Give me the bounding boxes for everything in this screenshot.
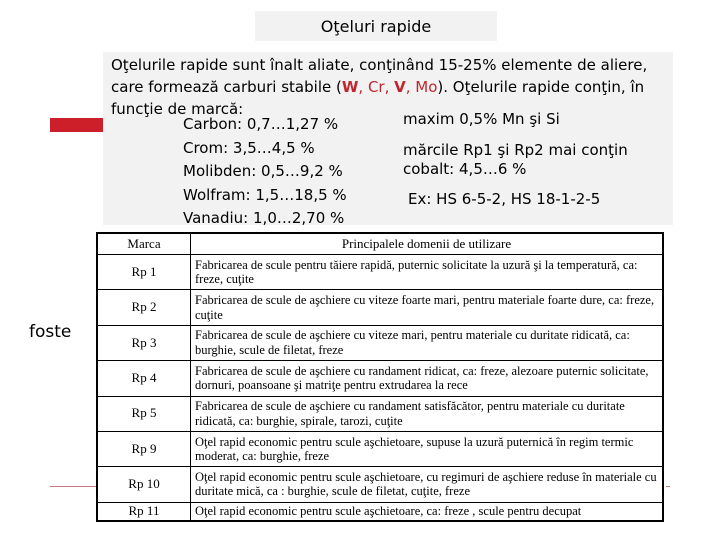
composition-item: Wolfram: 1,5…18,5 % [183,185,347,204]
grade-code: Rp 2 [97,290,191,325]
grade-usage: Fabricarea de scule pentru tăiere rapidă, puternic solicitate la uzură şi la temperatură, ca: freze, cuţite [191,255,664,290]
note-example: Ex: HS 6-5-2, HS 18-1-2-5 [408,190,601,208]
grade-usage: Oţel rapid economic pentru scule aşchietoare, cu regimuri de aşchiere reduse în materiale cu duritate mică, ca : burghie, scule de filetat, cuţite, freze [191,467,664,502]
grades-table [96,232,664,522]
grade-code: Rp 1 [97,255,191,290]
note-mn-si: maxim 0,5% Mn şi Si [403,110,560,128]
table-row [97,396,663,431]
grade-code: Rp 9 [97,431,191,466]
header-domenii: Principalele domenii de utilizare [191,233,664,255]
grade-usage: Fabricarea de scule de aşchiere cu randament ridicat, ca: freze, alezoare puternic solicitate, dornuri, poansoane şi matriţe pentru extrudarea la rece [191,361,664,396]
grade-code: Rp 4 [97,361,191,396]
composition-list [183,113,347,231]
element-mo: Mo [415,78,438,96]
side-label-foste: foste [29,322,72,342]
header-marca: Marca [97,233,191,255]
grade-code: Rp 3 [97,325,191,360]
table-row [97,325,663,360]
grade-usage: Oţel rapid economic pentru scule aşchietoare, ca: freze , scule pentru decupat [191,502,664,521]
note-rp-marks: mărcile Rp1 şi Rp2 mai conţin [403,141,628,159]
grade-usage: Oţel rapid economic pentru scule aşchietoare, supuse la uzură puternică în regim termic moderat, ca: burghie, freze [191,431,664,466]
grade-code: Rp 10 [97,467,191,502]
intro-text-part1: Oţelurile rapide sunt înalt aliate, conţinând 15-25% elemente de aliere, care formează carburi stabile ( [111,56,648,96]
grade-usage: Fabricarea de scule de aşchiere cu randament satisfăcător, pentru materiale cu duritate ridicată, ca: burghie, spirale, tarozi, cuţite [191,396,664,431]
composition-item: Vanadiu: 1,0…2,70 % [183,209,345,227]
grade-code: Rp 11 [97,502,191,521]
sep-2: , [384,78,395,96]
intro-text-part2: ). Oţelurile rapide conţin, în funcţie de marcă: [111,78,645,118]
grade-usage: Fabricarea de scule de aşchiere cu viteze foarte mari, pentru materiale foarte dure, ca: freze, cuţite [191,290,664,325]
sep-3: , [405,78,416,96]
table-row [97,361,663,396]
element-w: W [341,78,359,96]
composition-item: Molibden: 0,5…9,2 % [183,162,343,180]
table-row [97,431,663,466]
composition-item: Crom: 3,5…4,5 % [183,138,315,157]
composition-item: Carbon: 0,7…1,27 % [183,115,339,133]
intro-paragraph [111,54,671,120]
table-header-row [97,233,663,255]
slide-title: Oţeluri rapide [320,16,432,36]
table-row [97,467,663,502]
slide-title-box [255,11,497,41]
grade-code: Rp 5 [97,396,191,431]
table-row [97,290,663,325]
sep-1: , [358,78,368,96]
table-row [97,502,663,521]
table-row [97,255,663,290]
intro-panel [103,52,673,225]
grades-table-panel [96,232,666,524]
grade-usage: Fabricarea de scule de aşchiere cu viteze mari, pentru materiale cu duritate ridicată, ca: burghie, scule de filetat, freze [191,325,664,360]
note-cobalt: cobalt: 4,5…6 % [403,160,527,178]
element-cr: Cr [367,78,385,96]
element-v: V [394,78,406,96]
